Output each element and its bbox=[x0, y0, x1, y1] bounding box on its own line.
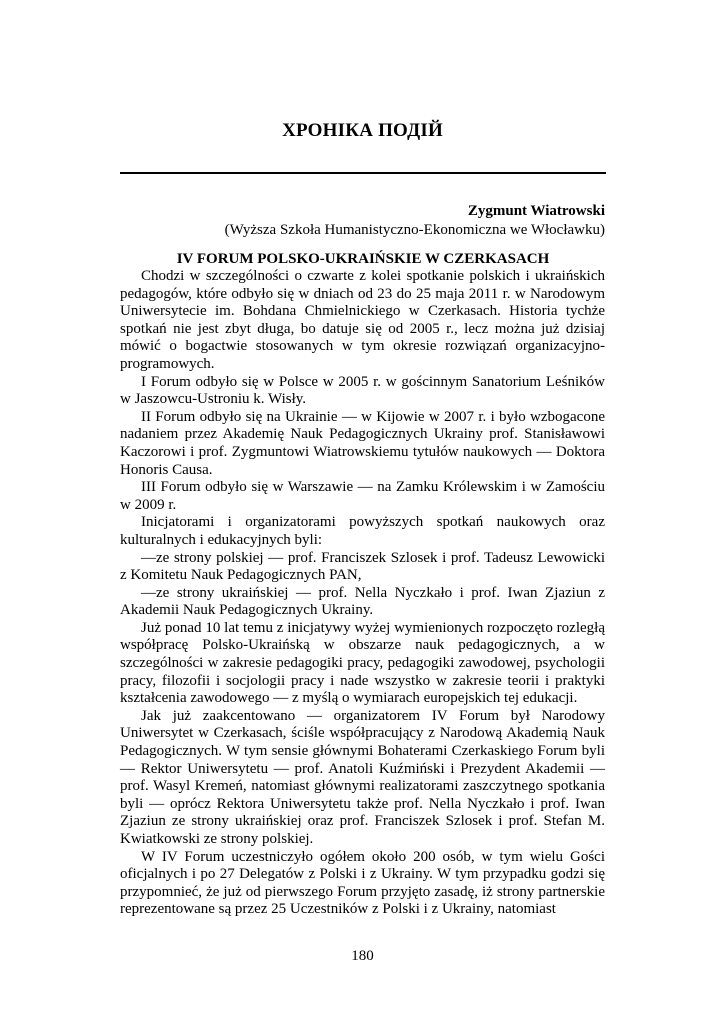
article-title: IV FORUM POLSKO-UKRAIŃSKIE W CZERKASACH bbox=[176, 251, 550, 267]
paragraph: I Forum odbyło się w Polsce w 2005 r. w gościnnym Sanatorium Leśników w Jaszowcu-Ustroniu k. Wisły. bbox=[120, 373, 605, 408]
article-body bbox=[120, 268, 605, 919]
page-title: ХРОНІКА ПОДІЙ bbox=[282, 120, 443, 141]
paragraph: W IV Forum uczestniczyło ogółem około 200 osób, w tym wielu Gości oficjalnych i po 27 Delegatów z Polski i z Ukrainy. W tym przypadku godzi się przypomnieć, że już od pierwszego Forum przyjęto zasadę, iż strony partnerskie reprezentowane są przez 25 Uczestników z Polski i z Ukrainy, natomiast bbox=[120, 848, 605, 918]
paragraph: Jak już zaakcentowano — organizatorem IV Forum był Narodowy Uniwersytet w Czerkasach, ściśle współpracujący z Narodową Akademią Nauk Pedagogicznych. W tym sensie głównymi Bohaterami Czerkaskiego Forum byli — Rektor Uniwersytetu — prof. Anatoli Kuźmiński i Prezydent Akademii — prof. Wasyl Kremeń, natomiast głównymi realizatorami zaszczytnego spotkania byli — oprócz Rektora Uniwersytetu także prof. Nella Nyczkało i prof. Iwan Zjaziun ze strony ukraińskiej oraz prof. Franciszek Szlosek i prof. Stefan M. Kwiatkowski ze strony polskiej. bbox=[120, 707, 605, 847]
paragraph: Już ponad 10 lat temu z inicjatywy wyżej wymienionych rozpoczęto rozległą współpracę Polsko-Ukraińską w obszarze nauk pedagogicznych, a w szczególności w zakresie pedagogiki pracy, pedagogiki zawodowej, psychologii pracy, filozofii i socjologii pracy i nade wszystko w zakresie teorii i praktyki kształcenia zawodowego — z myślą o wymiarach europejskich tej edukacji. bbox=[120, 619, 605, 707]
paragraph: II Forum odbyło się na Ukrainie — w Kijowie w 2007 r. i było wzbogacone nadaniem przez Akademię Nauk Pedagogicznych Ukrainy prof. Stanisławowi Kaczorowi i prof. Zygmuntowi Wiatrowskiemu tytułów naukowych — Doktora Honoris Causa. bbox=[120, 408, 605, 478]
paragraph: Inicjatorami i organizatorami powyższych spotkań naukowych oraz kulturalnych i edukacyjnych byli: bbox=[120, 514, 605, 548]
author-name: Zygmunt Wiatrowski bbox=[467, 203, 605, 219]
page-number: 180 bbox=[351, 948, 374, 964]
author-block bbox=[120, 202, 605, 240]
author-affiliation: (Wyższa Szkoła Humanistyczno-Ekonomiczna we Włocławku) bbox=[224, 222, 605, 238]
paragraph: III Forum odbyło się w Warszawie — na Zamku Królewskim i w Zamościu w 2009 r. bbox=[120, 479, 605, 513]
paragraph: Chodzi w szczególności o czwarte z kolei spotkanie polskich i ukraińskich pedagogów, które odbyło się w dniach od 23 do 25 maja 2011 r. w Narodowym Uniwersytecie im. Bohdana Chmielnickiego w Czerkasach. Historia tychże spotkań nie jest zbyt długa, bo datuje się od 2005 r., lecz można już dzisiaj mówić o bogactwie stosowanych w tym okresie rozwiązań organizacyjno-programowych. bbox=[120, 268, 605, 372]
paragraph: —ze strony ukraińskiej — prof. Nella Nyczkało i prof. Iwan Zjaziun z Akademii Nauk Pedagogicznych Ukrainy. bbox=[120, 584, 605, 619]
paragraph: —ze strony polskiej — prof. Franciszek Szlosek i prof. Tadeusz Lewowicki z Komitetu Nauk Pedagogicznych PAN, bbox=[120, 549, 605, 584]
title-divider bbox=[120, 172, 606, 174]
